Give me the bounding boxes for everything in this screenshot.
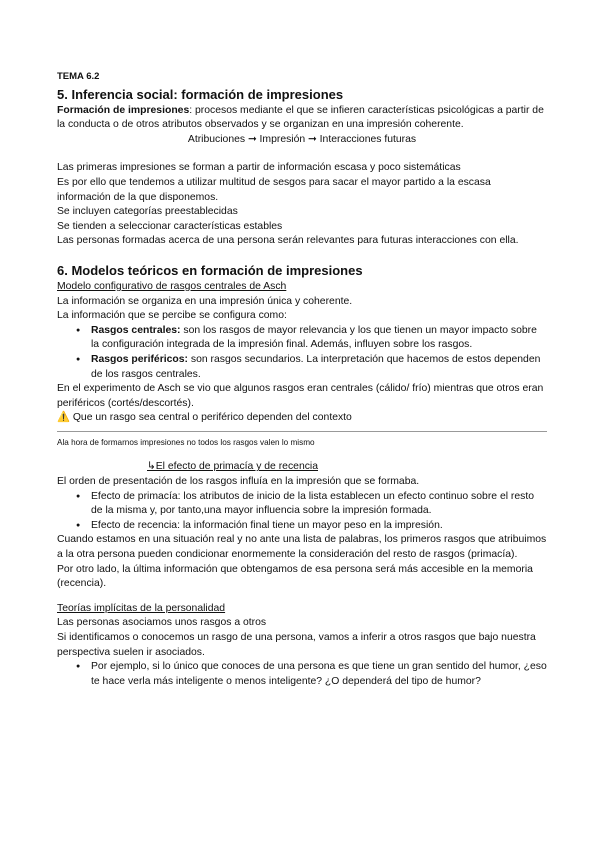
asch-p3: En el experimento de Asch se vio que algunos rasgos eran centrales (cálido/ frío) mientras que otros eran periféricos (cortés/descortés). (57, 383, 544, 409)
asch-p2: La información que se percibe se configura como: (57, 310, 287, 322)
block1-line: Las primeras impresiones se forman a partir de información escasa y poco sistemáticas (57, 162, 461, 174)
implicit-heading: Teorías implícitas de la personalidad (57, 602, 226, 614)
intro-definition (57, 104, 547, 133)
section-6-title: 6. Modelos teóricos en formación de impresiones (57, 262, 363, 278)
primacy-p2: Cuando estamos en una situación real y no ante una lista de palabras, los primeros rasgos que atribuimos a la otra persona pueden condicionar enormemente la consideración del resto de rasgos (primacía). (57, 534, 547, 561)
primacy-heading: ↳El efecto de primacía y de recencia (147, 461, 318, 473)
primacy-list (57, 490, 547, 534)
section-5-title: 5. Inferencia social: formación de impresiones (57, 86, 344, 102)
list-item (91, 353, 547, 382)
list-item: ● Por ejemplo, si lo único que conoces de una persona es que tiene un gran sentido del humor, ¿eso te hace verla más inteligente o menos inteligente? ¿O dependerá del tipo de humor? (91, 660, 547, 689)
intro-def-text: : procesos mediante el que se infieren características psicológicas a partir de la conducta o de otros atributos observados y se organizan en una impresión coherente. (57, 104, 544, 131)
tema-label: TEMA 6.2 (57, 71, 100, 82)
warning-text: Que un rasgo sea central o periférico dependen del contexto (69, 412, 352, 424)
warning-icon: ⚠️ (57, 412, 70, 424)
implicit-p1: Las personas asociamos unos rasgos a otros (57, 617, 267, 629)
bullet-text: son rasgos secundarios. La interpretación que hacemos de estos dependen de los rasgos centrales. (91, 353, 541, 380)
attribution-chain: Atribuciones ➞ Impresión ➞ Interacciones futuras (187, 133, 417, 145)
implicit-p2: Si identificamos o conocemos un rasgo de una persona, vamos a inferir a otros rasgos que bajo nuestra perspectiva suelen ir asociados. (57, 632, 536, 658)
primacy-p1: El orden de presentación de los rasgos influía en la impresión que se formaba. (57, 476, 420, 488)
traits-list (57, 324, 547, 382)
implicit-list (57, 660, 547, 689)
bullet-term: Rasgos centrales: (91, 324, 181, 336)
intro-term: Formación de impresiones (57, 104, 190, 116)
context-warning (57, 411, 547, 426)
list-item: ● Efecto de recencia: la información final tiene un mayor peso en la impresión. (91, 519, 547, 534)
asch-p1: La información se organiza en una impresión única y coherente. (57, 295, 353, 307)
list-item: ● Efecto de primacía: los atributos de inicio de la lista establecen un efecto continuo sobre el resto de la misma y, por tanto,una mayor influencia sobre la impresión formada. (91, 490, 547, 519)
bullet-term: Rasgos periféricos: (91, 353, 189, 365)
side-note: Ala hora de formarnos impresiones no todos los rasgos valen lo mismo (57, 437, 315, 447)
document-page (57, 70, 547, 689)
block1-line: Se tienden a seleccionar características estables (57, 220, 283, 232)
divider (57, 431, 547, 432)
list-item (91, 324, 547, 353)
block1-line: Las personas formadas acerca de una persona serán relevantes para futuras interacciones con ella. (57, 235, 519, 247)
asch-model-heading: Modelo configurativo de rasgos centrales de Asch (57, 280, 287, 292)
block1-line: Es por ello que tendemos a utilizar multitud de sesgos para sacar el mayor partido a la escasa información de la que disponemos. (57, 176, 491, 203)
block1-line: Se incluyen categorías preestablecidas (57, 206, 238, 218)
bullet-text: son los rasgos de mayor relevancia y los que tienen un mayor impacto sobre la configuración integrada de la impresión final. Además, influyen sobre los rasgos. (91, 324, 537, 351)
primacy-p3: Por otro lado, la última información que obtengamos de esa persona será más accesible en la memoria (recencia). (57, 563, 533, 590)
